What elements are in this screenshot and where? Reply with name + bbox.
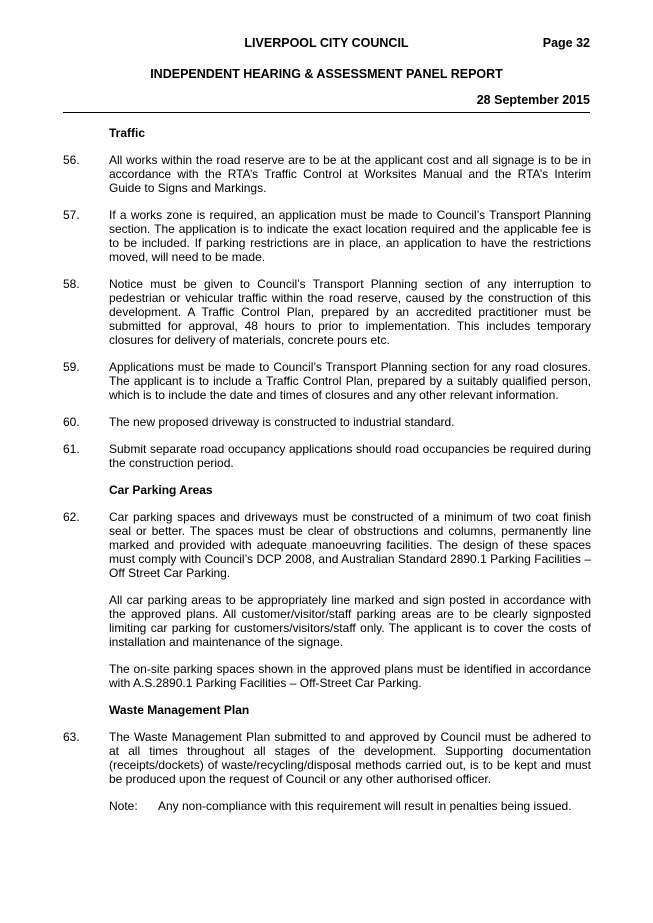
condition-number: 59. (63, 360, 80, 374)
condition-item (63, 510, 591, 580)
condition-item (63, 277, 591, 347)
condition-item (63, 208, 591, 264)
condition-number: 61. (63, 442, 80, 456)
condition-text: The new proposed driveway is constructed to industrial standard. (109, 415, 455, 429)
council-name: LIVERPOOL CITY COUNCIL (244, 36, 409, 50)
condition-number: 57. (63, 208, 80, 222)
condition-item (63, 442, 591, 470)
header-divider (63, 112, 590, 113)
condition-text: Car parking spaces and driveways must be constructed of a minimum of two coat finish seal or better. The spaces must be clear of obstructions and columns, permanently line marked and provided with adequate manoeuvring facilities. The design of these spaces must comply with Council’s DCP 2008, and Australian Standard 2890.1 Parking Facilities – Off Street Car Parking. (109, 510, 591, 580)
condition-paragraph: All car parking areas to be appropriately line marked and sign posted in accordance with the approved plans. All customer/visitor/staff parking areas are to be clearly signposted limiting car parking for customers/visitors/staff only. The applicant is to cover the costs of installation and maintenance of the signage. (109, 593, 591, 649)
condition-item (63, 153, 591, 195)
condition-text: Submit separate road occupancy applications should road occupancies be required during the construction period. (109, 442, 591, 470)
document-body (63, 126, 591, 813)
condition-text: The Waste Management Plan submitted to and approved by Council must be adhered to at all times throughout all stages of the development. Supporting documentation (receipts/dockets) of waste/recycling/disposal methods carried out, is to be kept and must be produced upon the request of Council or any other authorised officer. (109, 730, 591, 786)
page-number: Page 32 (542, 36, 590, 50)
report-title: INDEPENDENT HEARING & ASSESSMENT PANEL REPORT (150, 67, 503, 81)
condition-item (63, 730, 591, 786)
condition-text: If a works zone is required, an application must be made to Council’s Transport Planning section. The application is to indicate the exact location required and the applicable fee is to be included. If parking restrictions are in place, an application to have the restrictions moved, will need to be made. (109, 208, 591, 264)
condition-paragraph: The on-site parking spaces shown in the approved plans must be identified in accordance with A.S.2890.1 Parking Facilities – Off-Street Car Parking. (109, 662, 591, 690)
condition-number: 60. (63, 415, 80, 429)
report-date: 28 September 2015 (476, 93, 590, 107)
section-heading-car-parking: Car Parking Areas (109, 483, 213, 497)
section-heading-traffic: Traffic (109, 126, 146, 140)
condition-item (63, 360, 591, 402)
condition-number: 58. (63, 277, 80, 291)
condition-text: Notice must be given to Council’s Transport Planning section of any interruption to pedestrian or vehicular traffic within the road reserve, caused by the construction of this development. A Traffic Control Plan, prepared by an accredited practitioner must be submitted for approval, 48 hours to prior to implementation. This includes temporary closures for delivery of materials, concrete pours etc. (109, 277, 591, 347)
condition-text: All works within the road reserve are to be at the applicant cost and all signage is to be in accordance with the RTA’s Traffic Control at Worksites Manual and the RTA’s Interim Guide to Signs and Markings. (109, 153, 591, 195)
note (109, 799, 591, 813)
condition-number: 63. (63, 730, 80, 744)
condition-number: 56. (63, 153, 80, 167)
note-text: Any non-compliance with this requirement will result in penalties being issued. (158, 799, 572, 813)
condition-number: 62. (63, 510, 80, 524)
section-heading-waste: Waste Management Plan (109, 703, 250, 717)
note-label: Note: (109, 799, 138, 813)
condition-item (63, 415, 591, 429)
condition-text: Applications must be made to Council’s Transport Planning section for any road closures. The applicant is to include a Traffic Control Plan, prepared by a suitably qualified person, which is to include the date and times of closures and any other relevant information. (109, 360, 591, 402)
